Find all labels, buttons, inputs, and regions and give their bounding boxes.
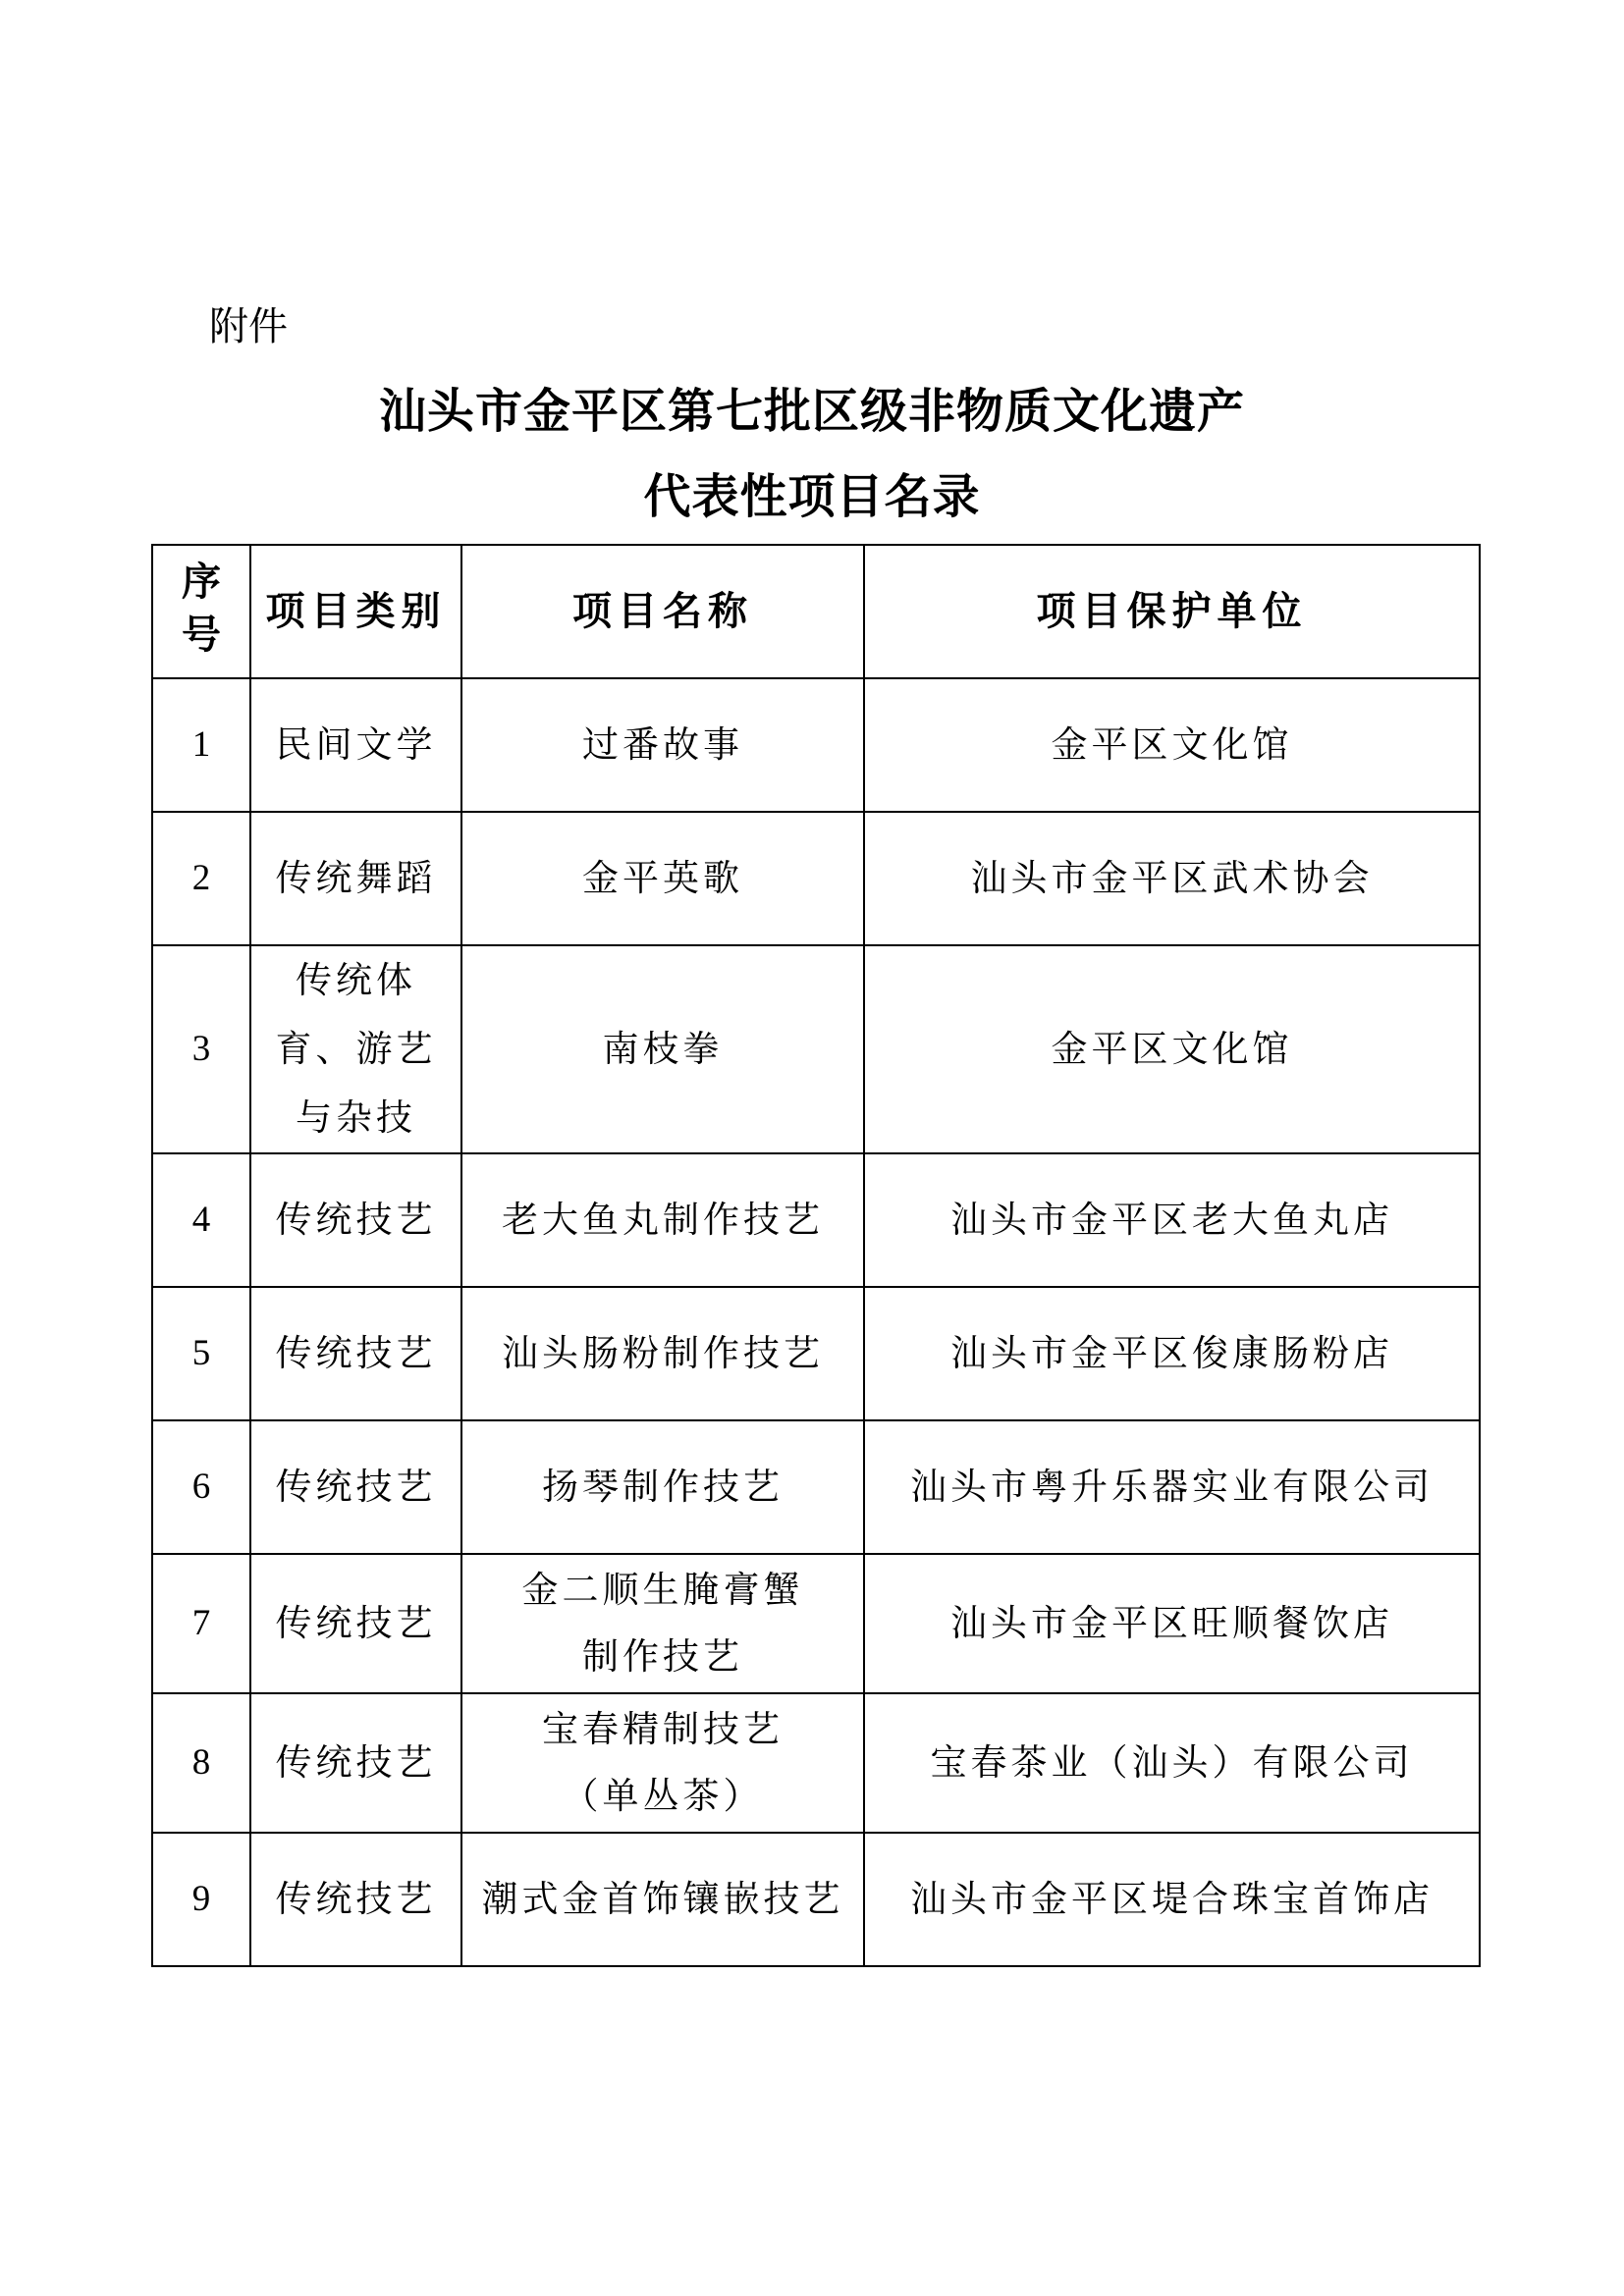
table-row xyxy=(152,1693,1480,1833)
cell-unit: 宝春茶业（汕头）有限公司 xyxy=(864,1693,1480,1833)
table-row xyxy=(152,678,1480,812)
cell-unit: 汕头市金平区堤合珠宝首饰店 xyxy=(864,1833,1480,1966)
cell-category: 传统技艺 xyxy=(250,1693,461,1833)
cell-name: 金平英歌 xyxy=(461,812,864,945)
cell-no: 1 xyxy=(152,678,250,812)
cell-category: 传统技艺 xyxy=(250,1833,461,1966)
table-row xyxy=(152,1554,1480,1693)
table-row xyxy=(152,1287,1480,1420)
cell-no: 9 xyxy=(152,1833,250,1966)
cell-category: 传统技艺 xyxy=(250,1420,461,1554)
cell-name-line-2: （单丛茶） xyxy=(562,1775,764,1817)
cell-name: 汕头肠粉制作技艺 xyxy=(461,1287,864,1420)
cell-category: 传统技艺 xyxy=(250,1287,461,1420)
table-header-row xyxy=(152,545,1480,678)
cell-name-line-1: 金二顺生腌膏蟹 xyxy=(521,1569,804,1611)
cell-name: 南枝拳 xyxy=(461,945,864,1153)
cell-category: 传统体育、游艺与杂技 xyxy=(250,945,461,1153)
cell-no: 7 xyxy=(152,1554,250,1693)
cell-unit: 汕头市金平区旺顺餐饮店 xyxy=(864,1554,1480,1693)
cell-name xyxy=(461,1554,864,1693)
table-row xyxy=(152,945,1480,1153)
cell-category: 传统技艺 xyxy=(250,1554,461,1693)
cell-no: 6 xyxy=(152,1420,250,1554)
cell-name-line-2: 制作技艺 xyxy=(582,1635,743,1678)
cell-category: 民间文学 xyxy=(250,678,461,812)
cell-unit: 汕头市金平区武术协会 xyxy=(864,812,1480,945)
header-category: 项目类别 xyxy=(250,545,461,678)
header-name: 项目名称 xyxy=(461,545,864,678)
cell-no: 3 xyxy=(152,945,250,1153)
table-row xyxy=(152,1153,1480,1287)
cell-unit: 金平区文化馆 xyxy=(864,678,1480,812)
cell-unit: 汕头市金平区俊康肠粉店 xyxy=(864,1287,1480,1420)
document-title-line-2: 代表性项目名录 xyxy=(643,469,981,524)
cell-no: 4 xyxy=(152,1153,250,1287)
cell-name xyxy=(461,1693,864,1833)
document-title-line-1: 汕头市金平区第七批区级非物质文化遗产 xyxy=(378,384,1245,439)
header-no: 序号 xyxy=(152,545,250,678)
cell-category: 传统舞蹈 xyxy=(250,812,461,945)
cell-unit: 汕头市金平区老大鱼丸店 xyxy=(864,1153,1480,1287)
table-row xyxy=(152,812,1480,945)
cell-no: 8 xyxy=(152,1693,250,1833)
cell-name: 扬琴制作技艺 xyxy=(461,1420,864,1554)
header-unit: 项目保护单位 xyxy=(864,545,1480,678)
cell-name-line-1: 宝春精制技艺 xyxy=(542,1708,784,1750)
cell-no: 5 xyxy=(152,1287,250,1420)
cell-no: 2 xyxy=(152,812,250,945)
cell-name: 老大鱼丸制作技艺 xyxy=(461,1153,864,1287)
cell-name: 过番故事 xyxy=(461,678,864,812)
attachment-label: 附件 xyxy=(209,304,288,349)
cell-name: 潮式金首饰镶嵌技艺 xyxy=(461,1833,864,1966)
cell-category: 传统技艺 xyxy=(250,1153,461,1287)
table-row xyxy=(152,1833,1480,1966)
heritage-list-table xyxy=(151,544,1481,1967)
cell-unit: 金平区文化馆 xyxy=(864,945,1480,1153)
table-row xyxy=(152,1420,1480,1554)
cell-unit: 汕头市粤升乐器实业有限公司 xyxy=(864,1420,1480,1554)
